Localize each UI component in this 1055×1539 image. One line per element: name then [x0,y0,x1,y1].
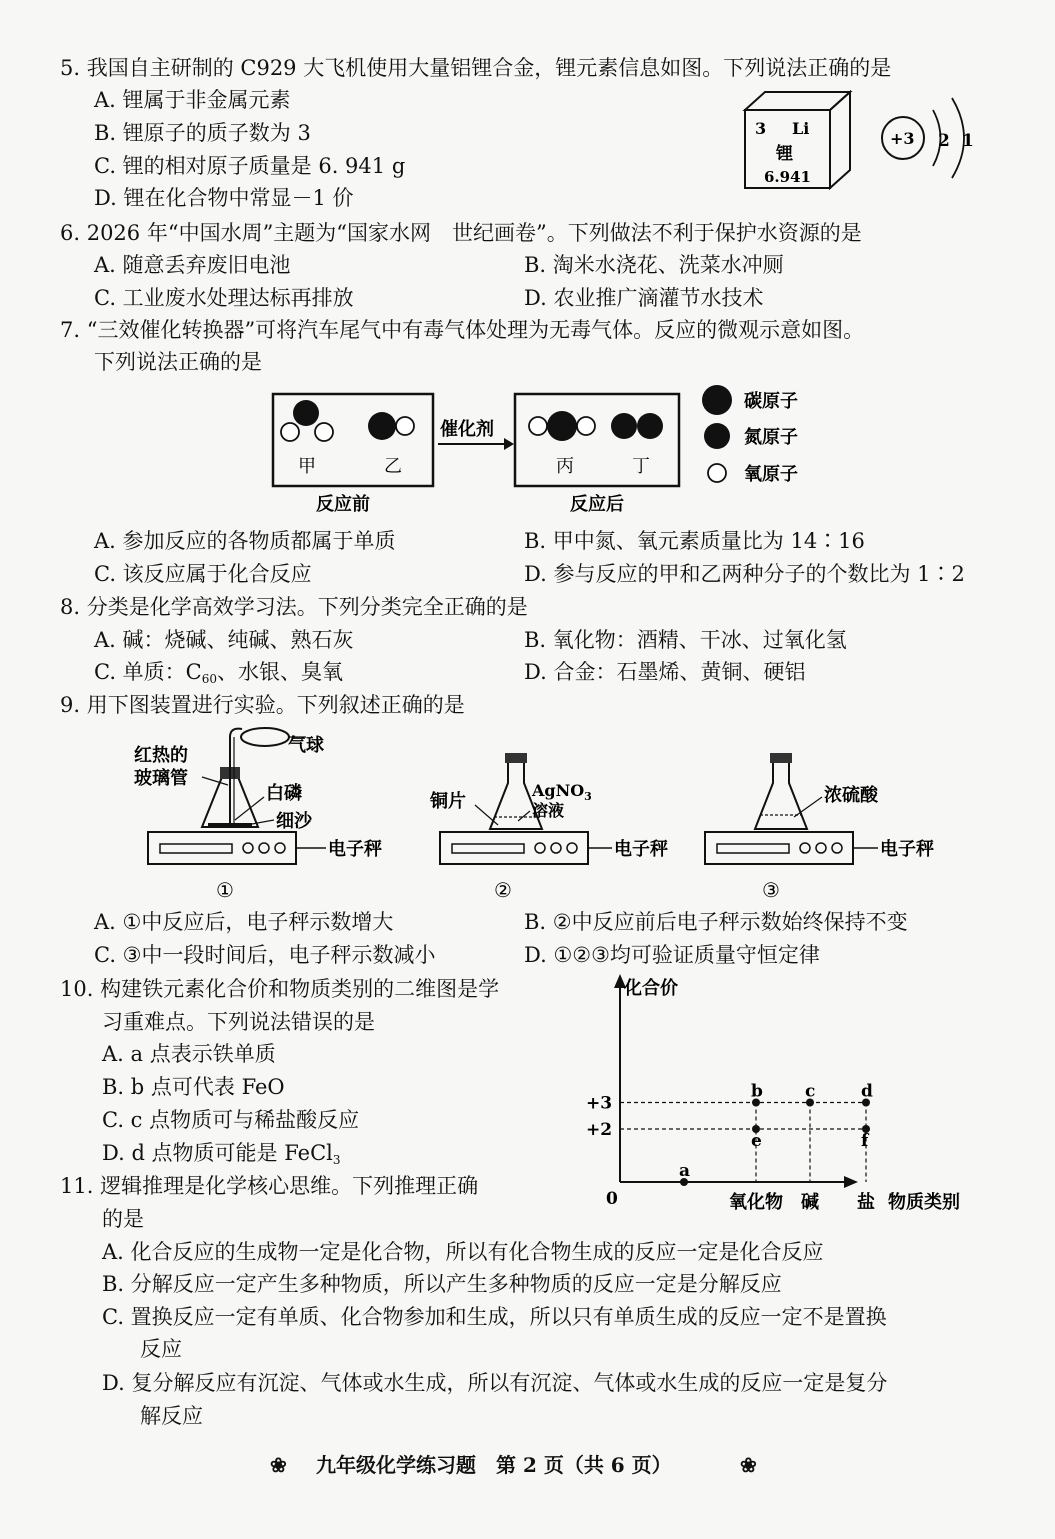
q6-option-d: D. 农业推广滴灌节水技术 [524,286,764,310]
svg-text:白磷: 白磷 [266,783,302,804]
point-label-c: c [805,1081,816,1102]
point-label-f: f [861,1131,869,1151]
q11-stem-line1: 11. 逻辑推理是化学核心思维。下列推理正确 [60,1174,479,1198]
svg-text:电子秤: 电子秤 [880,839,934,860]
svg-text:溶液: 溶液 [532,801,565,820]
svg-text:铜片: 铜片 [430,791,466,812]
q8-option-b: B. 氧化物：酒精、干冰、过氧化氢 [524,628,847,652]
q5-option-d: D. 锂在化合物中常显－1 价 [94,186,354,210]
q5-option-c: C. 锂的相对原子质量是 6. 941 g [94,154,406,178]
q10-option-d: D. d 点物质可能是 FeCl$_3$ [102,1141,341,1167]
q6-option-b: B. 淘米水浇花、洗菜水冲厕 [524,253,784,277]
q5-stem: 5. 我国自主研制的 C929 大飞机使用大量铝锂合金，锂元素信息如图。下列说法正确的是 [60,56,892,80]
svg-text:细沙: 细沙 [276,811,312,832]
q11-option-b: B. 分解反应一定产生多种物质，所以产生多种物质的反应一定是分解反应 [102,1272,782,1296]
x-axis-label: 物质类别 [888,1192,960,1213]
q6-option-a: A. 随意丢弃废旧电池 [94,253,291,277]
agno3-label: AgNO$_3$ [532,781,592,803]
q10-stem-line2: 习重难点。下列说法错误的是 [102,1010,375,1034]
footer-ornament-left-icon: ❀ [270,1453,287,1477]
x-axis-arrow [844,1176,858,1188]
lithium-element-figure [740,88,980,198]
q5-option-a: A. 锂属于非金属元素 [94,88,291,112]
q5-option-b: B. 锂原子的质子数为 3 [94,121,311,145]
q10-option-a: A. a 点表示铁单质 [102,1042,276,1066]
q10-option-b: B. b 点可代表 FeO [102,1075,285,1099]
footer-page-info: 九年级化学练习题 第 2 页（共 6 页） [316,1453,672,1477]
svg-text:浓硫酸: 浓硫酸 [824,785,878,806]
shell2-count: 1 [962,131,974,151]
element-number: 3 [755,119,767,138]
q9-option-a: A. ①中反应后，电子秤示数增大 [94,910,394,934]
svg-text:丙: 丙 [556,456,574,477]
q10-stem-line1: 10. 构建铁元素化合价和物质类别的二维图是学 [60,977,500,1001]
element-name: 锂 [776,144,793,164]
point-label-e: e [751,1131,762,1151]
svg-text:红热的: 红热的 [134,745,188,766]
q9-option-b: B. ②中反应前后电子秤示数始终保持不变 [524,910,908,934]
iron-valence-chart [580,972,980,1222]
point-label-b: b [751,1081,763,1102]
q10-option-c: C. c 点物质可与稀盐酸反应 [102,1108,360,1132]
q11-option-a: A. 化合反应的生成物一定是化合物，所以有化合物生成的反应一定是化合反应 [102,1240,824,1264]
footer-ornament-right-icon: ❀ [740,1453,757,1477]
svg-text:碳原子: 碳原子 [744,391,798,412]
q7-stem-line2: 下列说法正确的是 [94,350,262,374]
x-tick-3: 盐 [857,1192,875,1213]
svg-text:气球: 气球 [288,735,324,756]
balance-experiments-figure [130,725,950,905]
svg-text:③: ③ [762,878,780,902]
q9-option-d: D. ①②③均可验证质量守恒定律 [524,943,820,967]
x-tick-1: 氧化物 [729,1192,783,1213]
q7-option-b: B. 甲中氮、氧元素质量比为 14∶16 [524,529,865,553]
svg-text:玻璃管: 玻璃管 [134,768,188,789]
q9-stem: 9. 用下图装置进行实验。下列叙述正确的是 [60,693,465,717]
catalytic-reaction-figure [270,380,830,520]
element-symbol: Li [792,119,810,138]
svg-text:②: ② [494,878,512,902]
q7-option-c: C. 该反应属于化合反应 [94,562,312,586]
svg-text:反应后: 反应后 [570,494,624,515]
point-label-a: a [679,1161,691,1181]
nucleus-charge: +3 [890,129,915,148]
shell1-count: 2 [938,131,950,151]
q8-option-c: C. 单质：$C_{60}$、水银、臭氧 [94,660,344,686]
q11-option-c-line2: 反应 [140,1337,182,1361]
svg-text:甲: 甲 [298,456,316,477]
origin-label: 0 [606,1189,618,1209]
q7-option-d: D. 参与反应的甲和乙两种分子的个数比为 1∶2 [524,562,965,586]
q6-stem: 6. 2026 年“中国水周”主题为“国家水网 世纪画卷”。下列做法不利于保护水资源的是 [60,221,862,245]
y-axis-label: 化合价 [624,978,678,999]
q9-option-c: C. ③中一段时间后，电子秤示数减小 [94,943,436,967]
q11-option-d-line2: 解反应 [140,1404,203,1428]
q8-option-d: D. 合金：石墨烯、黄铜、硬铝 [524,660,806,684]
element-mass: 6.941 [764,168,811,186]
svg-text:乙: 乙 [384,456,402,477]
q8-stem: 8. 分类是化学高效学习法。下列分类完全正确的是 [60,595,528,619]
y-tick-2: +2 [586,1120,613,1140]
q8-option-a: A. 碱：烧碱、纯碱、熟石灰 [94,628,354,652]
svg-text:氧原子: 氧原子 [744,464,798,485]
svg-text:丁: 丁 [632,456,650,477]
svg-text:电子秤: 电子秤 [328,839,382,860]
svg-text:反应前: 反应前 [316,494,370,515]
q6-option-c: C. 工业废水处理达标再排放 [94,286,354,310]
svg-text:氮原子: 氮原子 [744,427,798,448]
svg-text:电子秤: 电子秤 [614,839,668,860]
q7-stem-line1: 7. “三效催化转换器”可将汽车尾气中有毒气体处理为无毒气体。反应的微观示意如图。 [60,318,865,342]
y-tick-3: +3 [586,1093,613,1114]
q11-stem-line2: 的是 [102,1207,144,1231]
svg-text:①: ① [216,878,234,902]
q11-option-d-line1: D. 复分解反应有沉淀、气体或水生成，所以有沉淀、气体或水生成的反应一定是复分 [102,1371,888,1395]
point-label-d: d [861,1081,873,1102]
x-tick-2: 碱 [801,1192,819,1213]
q11-option-c-line1: C. 置换反应一定有单质、化合物参加和生成，所以只有单质生成的反应一定不是置换 [102,1305,887,1329]
q7-option-a: A. 参加反应的各物质都属于单质 [94,529,396,553]
svg-text:催化剂: 催化剂 [440,419,494,440]
